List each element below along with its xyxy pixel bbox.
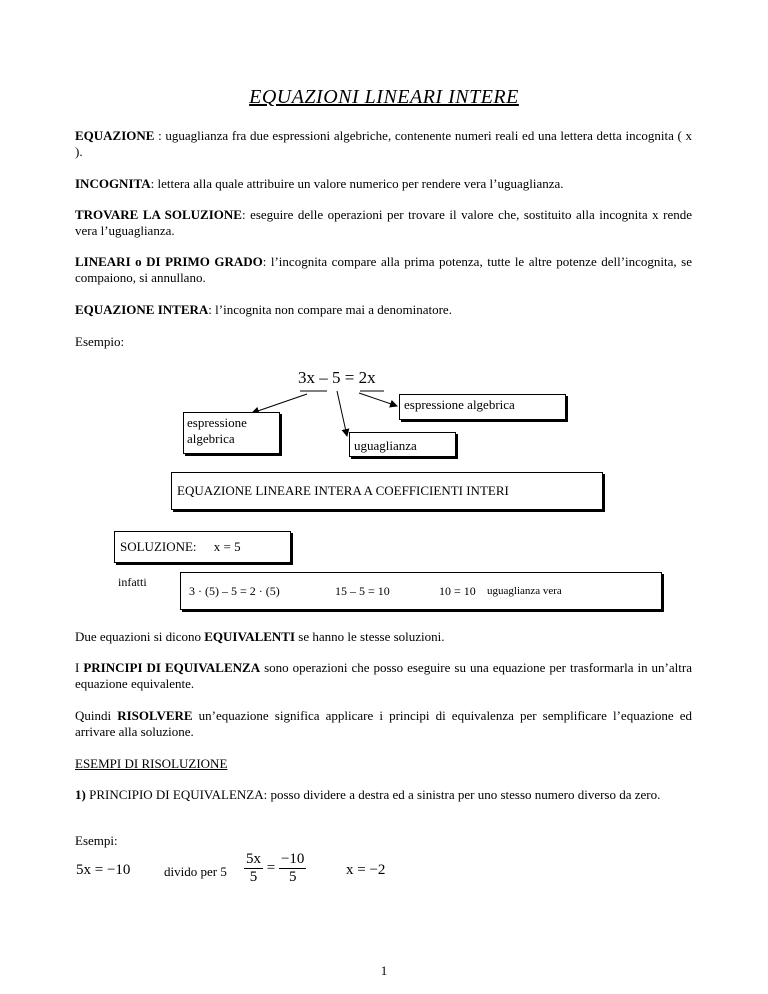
check-label: infatti <box>118 575 147 589</box>
principle-1-text: PRINCIPIO DI EQUIVALENZA: posso dividere a destra ed a sinistra per uno stesso numero diverso da zero. <box>85 787 661 802</box>
fraction-right-denominator: 5 <box>288 869 297 885</box>
example-label: Esempio: <box>75 334 125 349</box>
verification-box <box>180 572 662 610</box>
arrow-middle <box>337 391 347 436</box>
right-expression-box <box>399 394 566 420</box>
fraction-equals: = <box>266 860 276 876</box>
definition-text: : eseguire delle operazioni per trovare il valore che, sostituito alla incognita x rende vera l’uguaglianza. <box>75 207 692 238</box>
equality-box <box>349 432 456 457</box>
definition-text: : uguaglianza fra due espressioni algebriche, contenente numeri reali ed una lettera detta incognita ( x ). <box>75 128 692 159</box>
main-equation: 3x – 5 = 2x <box>298 368 376 387</box>
left-expression-label-line1: espressione <box>187 415 247 430</box>
arrow-right <box>359 393 397 406</box>
solution-box <box>114 531 291 563</box>
fraction-left <box>244 851 263 886</box>
verification-step-2: 15 – 5 = 10 <box>335 584 390 598</box>
definition-text: : l’incognita compare alla prima potenza, tutte le altre potenze dell’incognita, se compaiono, si annullano. <box>75 254 693 285</box>
equation-type-label: EQUAZIONE LINEARE INTERA A COEFFICIENTI INTERI <box>177 483 509 498</box>
solution-value: x = 5 <box>213 539 241 554</box>
equivalent-post: se hanno le stesse soluzioni. <box>295 629 445 644</box>
verification-step-1: 3 · (5) – 5 = 2 · (5) <box>189 584 280 598</box>
section-title: ESEMPI DI RISOLUZIONE <box>75 756 228 771</box>
examples-label: Esempi: <box>75 833 118 848</box>
principles-term: PRINCIPI DI EQUIVALENZA <box>83 660 261 675</box>
definition-term: TROVARE LA SOLUZIONE <box>75 207 242 222</box>
definition-text: : lettera alla quale attribuire un valore numerico per rendere vera l’uguaglianza. <box>150 176 564 191</box>
principles-pre: I <box>75 660 84 675</box>
right-expression-label: espressione algebrica <box>404 397 515 412</box>
fraction-left-denominator: 5 <box>249 869 258 885</box>
page-number: 1 <box>380 963 388 978</box>
solve-definition <box>75 708 692 740</box>
fraction-right-numerator: −10 <box>280 851 305 867</box>
principle-1-number: 1) <box>75 787 86 802</box>
fraction-left-numerator: 5x <box>246 851 261 867</box>
solve-term: RISOLVERE <box>117 708 193 723</box>
definition-term: EQUAZIONE <box>75 128 155 143</box>
arrow-left <box>252 394 307 413</box>
left-expression-label-line2: algebrica <box>187 431 235 446</box>
principles-definition <box>75 660 692 692</box>
example-1-action: divido per 5 <box>164 864 227 879</box>
left-expression-box <box>183 412 280 454</box>
definition-term: EQUAZIONE INTERA <box>75 302 209 317</box>
example-1-fraction-step <box>244 851 306 886</box>
page-title: EQUAZIONI LINEARI INTERE <box>249 86 519 108</box>
definition-term: INCOGNITA <box>75 176 151 191</box>
example-1-equation: 5x = −10 <box>76 862 131 878</box>
verification-note: uguaglianza vera <box>487 585 562 597</box>
equivalent-pre: Due equazioni si dicono <box>75 629 205 644</box>
solve-pre: Quindi <box>75 708 118 723</box>
equivalent-definition <box>75 629 692 645</box>
equivalent-term: EQUIVALENTI <box>204 629 296 644</box>
solve-post: un’equazione significa applicare i principi di equivalenza per semplificare l’equazione ed arrivare alla soluzione. <box>75 708 692 739</box>
definition-term: LINEARI o DI PRIMO GRADO <box>75 254 263 269</box>
fraction-right <box>279 851 306 886</box>
principle-1 <box>75 787 692 803</box>
equation-type-box <box>171 472 603 510</box>
equality-label: uguaglianza <box>354 438 417 453</box>
verification-step-3: 10 = 10 <box>439 584 476 598</box>
example-1-result: x = −2 <box>346 862 386 878</box>
principles-post: sono operazioni che posso eseguire su una equazione per trasformarla in un’altra equazione equivalente. <box>75 660 692 691</box>
solution-label: SOLUZIONE: <box>120 539 197 554</box>
definition-text: : l’incognita non compare mai a denominatore. <box>208 302 452 317</box>
